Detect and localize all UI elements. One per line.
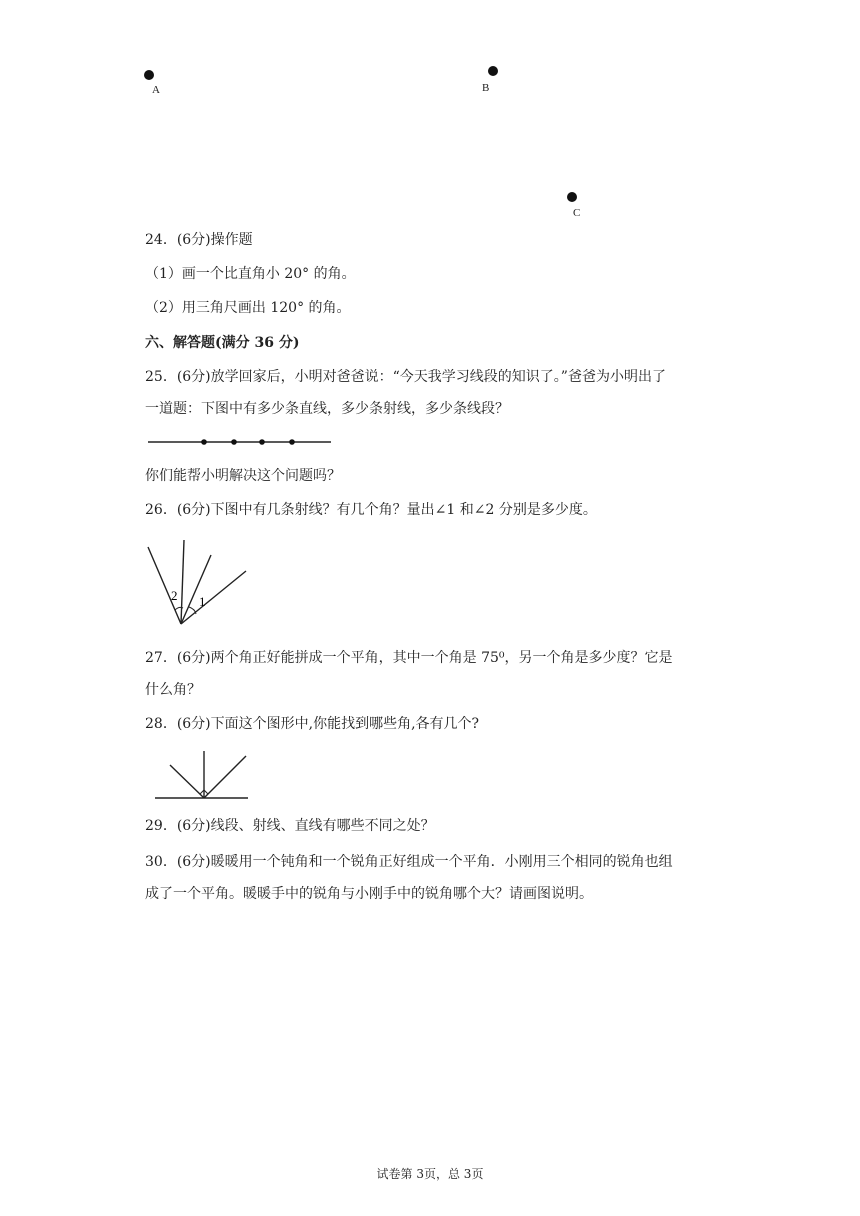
q24-sub1: （1）画一个比直角小 20° 的角。	[145, 266, 356, 282]
q28-angle-figure	[150, 748, 255, 806]
q29-line1: 29．(6分)线段、射线、直线有哪些不同之处？	[145, 818, 435, 834]
section-6-heading: 六、解答题(满分 36 分)	[145, 335, 300, 351]
q25-line-figure	[145, 432, 335, 452]
q25-line2: 一道题：下图中有多少条直线，多少条射线，多少条线段？	[145, 401, 509, 417]
point-c-dot	[567, 192, 577, 202]
q30-line2: 成了一个平角。暖暖手中的锐角与小刚手中的锐角哪个大？请画图说明。	[145, 886, 593, 902]
point-b-label: B	[482, 82, 490, 94]
point-b-dot	[488, 66, 498, 76]
q25-line1: 25．(6分)放学回家后，小明对爸爸说：“今天我学习线段的知识了。”爸爸为小明出了	[145, 369, 666, 385]
q30-line1: 30．(6分)暖暖用一个钝角和一个锐角正好组成一个平角．小刚用三个相同的锐角也组	[145, 854, 673, 870]
q27-line1: 27．(6分)两个角正好能拼成一个平角，其中一个角是 75⁰，另一个角是多少度？它是	[145, 650, 673, 666]
q28-line1: 28．(6分)下面这个图形中,你能找到哪些角,各有几个?	[145, 716, 480, 732]
q26-angle-figure	[140, 535, 255, 630]
q26-angle2-label: 2	[171, 588, 178, 603]
point-a-dot	[144, 70, 154, 80]
q24-sub2: （2）用三角尺画出 120° 的角。	[145, 300, 351, 316]
point-c-label: C	[573, 207, 581, 219]
q26-angle1-label: 1	[199, 594, 206, 609]
q25-line3: 你们能帮小明解决这个问题吗？	[145, 468, 341, 484]
q24-title: 24．(6分)操作题	[145, 232, 253, 248]
q26-line1: 26．(6分)下图中有几条射线？有几个角？量出∠1 和∠2 分别是多少度。	[145, 502, 597, 518]
q27-line2: 什么角？	[145, 682, 201, 698]
page-footer: 试卷第 3页，总 3页	[376, 1167, 484, 1181]
point-a-label: A	[152, 84, 160, 96]
